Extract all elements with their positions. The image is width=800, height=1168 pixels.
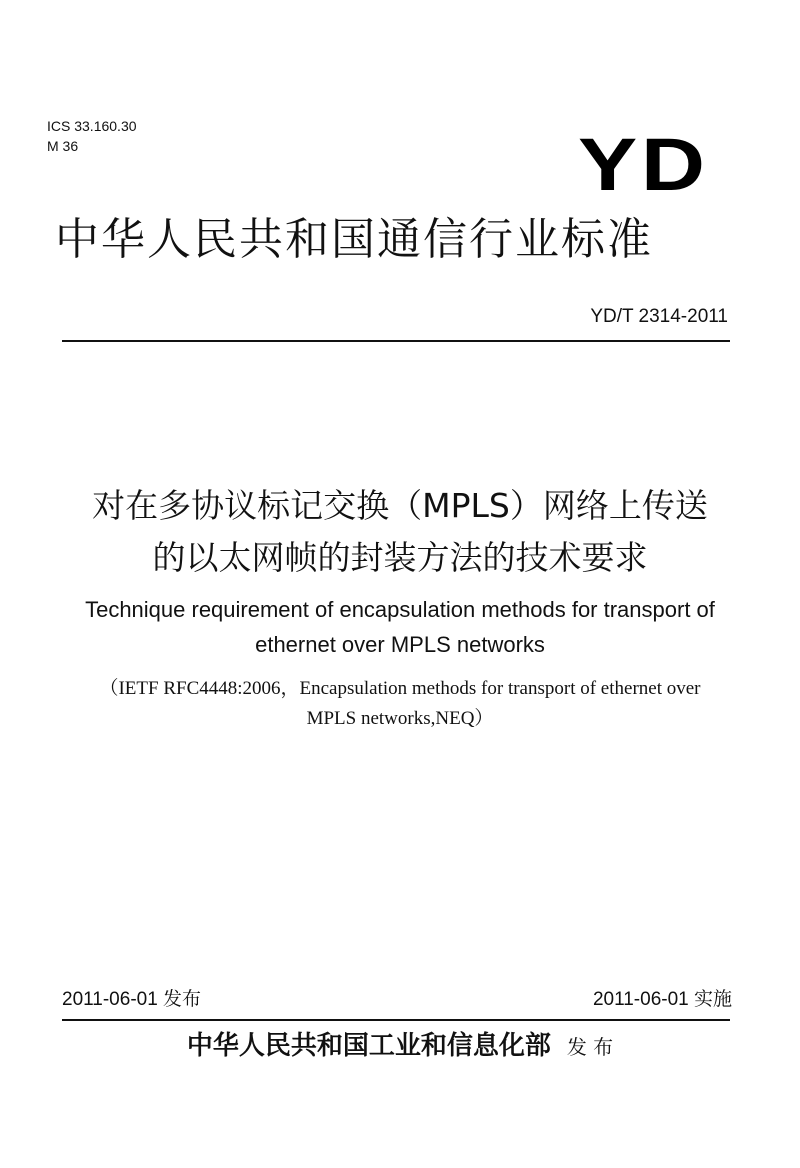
reference-line-1: （IETF RFC4448:2006，Encapsulation methods for transport of ethernet over — [99, 678, 701, 699]
chinese-title — [40, 480, 760, 584]
category-code: M 36 — [47, 138, 79, 154]
header-divider — [62, 340, 730, 342]
standard-type-heading: 中华人民共和国通信行业标准 — [55, 214, 653, 265]
reference-standard — [40, 674, 760, 734]
english-title — [40, 592, 760, 662]
standard-number: YD/T 2314-2011 — [590, 306, 728, 327]
reference-line-2: MPLS networks,NEQ） — [306, 708, 494, 729]
issuer-name: 中华人民共和国工业和信息化部 — [186, 1031, 551, 1061]
classification-codes — [47, 116, 137, 156]
publish-date: 2011-06-01 发布 — [62, 989, 202, 1010]
footer-divider — [62, 1019, 730, 1021]
implement-date: 2011-06-01 实施 — [592, 989, 732, 1010]
english-title-line-2: ethernet over MPLS networks — [255, 632, 545, 657]
yd-logo: YD — [578, 123, 709, 206]
english-title-line-1: Technique requirement of encapsulation methods for transport of — [85, 597, 715, 622]
ics-code: ICS 33.160.30 — [47, 118, 137, 134]
issuer-suffix: 发 布 — [566, 1035, 614, 1059]
chinese-title-line-1: 对在多协议标记交换（MPLS）网络上传送 — [92, 486, 708, 525]
issuing-authority — [40, 1028, 760, 1065]
chinese-title-line-2: 的以太网帧的封装方法的技术要求 — [152, 538, 648, 577]
